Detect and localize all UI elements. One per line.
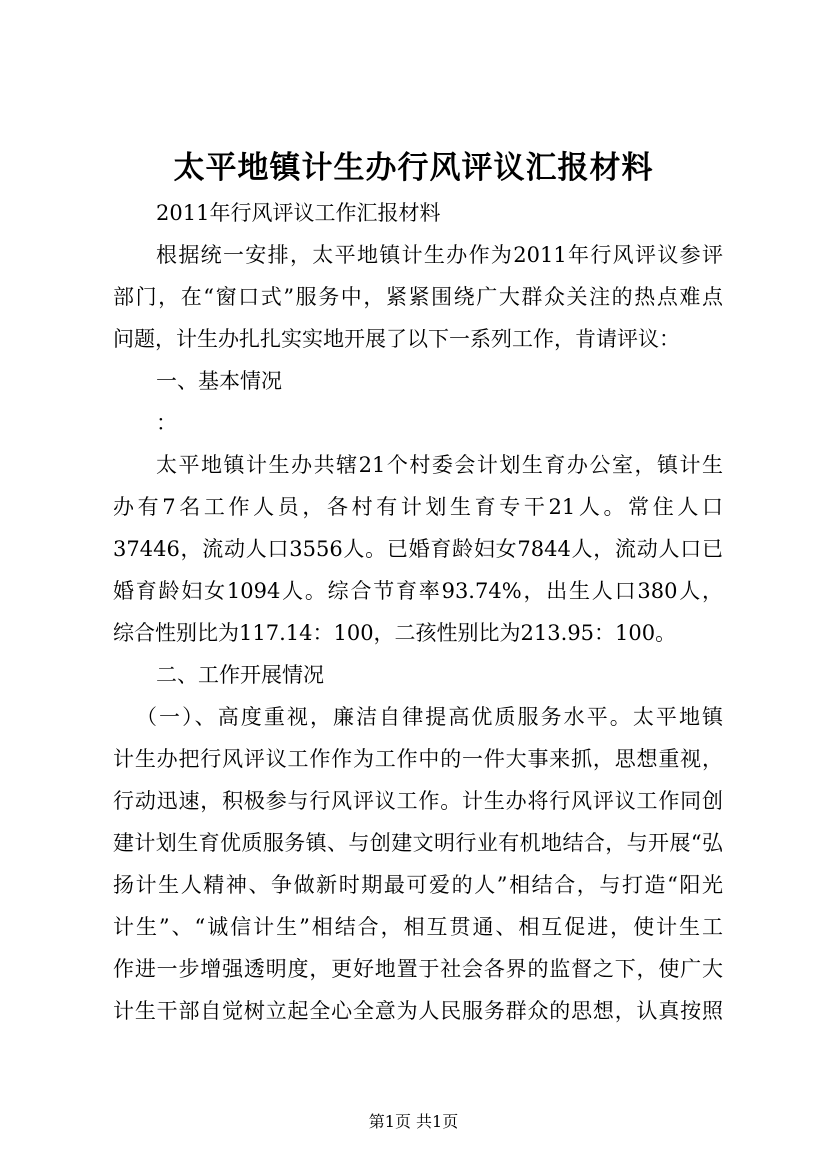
paragraph-line: 计生”、“诚信计生”相结合，相互贯通、相互促进，使计生工 xyxy=(113,915,723,939)
paragraph-line: 办有7名工作人员，各村有计划生育专干21人。常住人口 xyxy=(113,495,723,519)
document-title: 太平地镇计生办行风评议汇报材料 xyxy=(173,150,654,186)
paragraph-line: （一）、高度重视，廉洁自律提高优质服务水平。太平地镇 xyxy=(136,705,723,729)
paragraph-line: 37446，流动人口3556人。已婚育龄妇女7844人，流动人口已 xyxy=(113,537,723,561)
paragraph-line: 作进一步增强透明度，更好地置于社会各界的监督之下，使广大 xyxy=(113,957,723,981)
paragraph-line: 婚育龄妇女1094人。综合节育率93.74%，出生人口380人， xyxy=(113,579,723,603)
page-footer: 第1页 共1页 xyxy=(368,1112,459,1131)
paragraph-line: 综合性别比为117.14：100，二孩性别比为213.95：100。 xyxy=(113,621,677,645)
paragraph-line: 部门，在“窗口式”服务中，紧紧围绕广大群众关注的热点难点 xyxy=(113,285,723,309)
paragraph-line: 太平地镇计生办共辖21个村委会计划生育办公室，镇计生 xyxy=(156,453,723,477)
section-heading: 一、基本情况 xyxy=(156,369,282,393)
paragraph-line: ： xyxy=(156,411,177,435)
subtitle-line: 2011年行风评议工作汇报材料 xyxy=(156,201,441,225)
paragraph-line: 问题，计生办扎扎实实地开展了以下一系列工作，肯请评议： xyxy=(113,327,680,351)
section-heading: 二、工作开展情况 xyxy=(156,663,324,687)
paragraph-line: 扬计生人精神、争做新时期最可爱的人”相结合，与打造“阳光 xyxy=(113,873,723,897)
paragraph-line: 建计划生育优质服务镇、与创建文明行业有机地结合，与开展“弘 xyxy=(113,831,723,855)
paragraph-line: 根据统一安排，太平地镇计生办作为2011年行风评议参评 xyxy=(156,243,723,267)
paragraph-line: 计生办把行风评议工作作为工作中的一件大事来抓，思想重视， xyxy=(113,747,723,771)
paragraph-line: 计生干部自觉树立起全心全意为人民服务群众的思想，认真按照 xyxy=(113,999,723,1023)
paragraph-line: 行动迅速，积极参与行风评议工作。计生办将行风评议工作同创 xyxy=(113,789,723,813)
